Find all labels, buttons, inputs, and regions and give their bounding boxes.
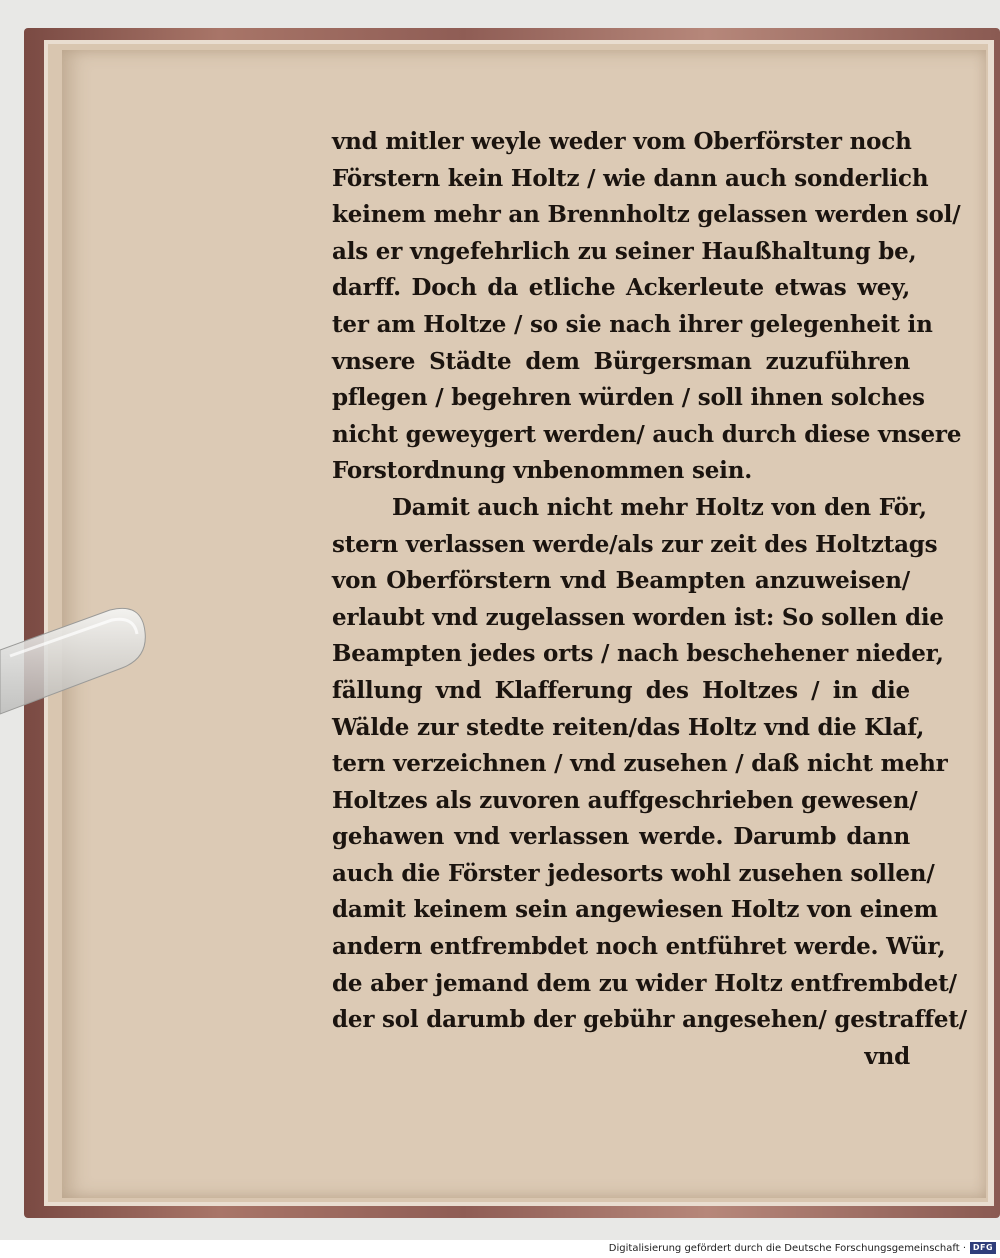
text-line: der sol darumb der gebühr angesehen/ gestraffet/ — [332, 1006, 967, 1034]
text-line: stern verlassen werde/als zur zeit des Holtztags — [332, 530, 938, 558]
text-line: gehawen vnd verlassen werde. Darumb dann — [332, 823, 910, 851]
text-line: nicht geweygert werden/ auch durch diese vnsere — [332, 420, 962, 448]
text-line: Holtzes als zuvoren auffgeschrieben gewesen/ — [332, 786, 918, 814]
text-line: keinem mehr an Brennholtz gelassen werden sol/ — [332, 201, 961, 229]
book-page — [62, 50, 986, 1198]
text-line: ter am Holtze / so sie nach ihrer gelegenheit in — [332, 310, 933, 338]
text-line: vnd mitler weyle weder vom Oberförster noch — [332, 128, 912, 155]
text-line: als er vngefehrlich zu seiner Haußhaltung be, — [332, 237, 917, 265]
text-line: Förstern kein Holtz / wie dann auch sonderlich — [332, 164, 929, 192]
text-line: tern verzeichnen / vnd zusehen / daß nicht mehr — [332, 750, 948, 778]
text-line: damit keinem sein angewiesen Holtz von einem — [332, 896, 938, 924]
text-line: Beampten jedes orts / nach beschehener nieder, — [332, 640, 944, 668]
text-line: vnsere Städte dem Bürgersman zuzuführen — [332, 347, 910, 375]
digitization-credit: Digitalisierung gefördert durch die Deutsche Forschungsgemeinschaft · — [608, 1243, 966, 1254]
dfg-logo: DFG — [970, 1242, 996, 1254]
text-line: fällung vnd Klafferung des Holtzes / in die — [332, 676, 910, 704]
page-text-block — [332, 124, 967, 1075]
text-line: von Oberförstern vnd Beampten anzuweisen/ — [332, 567, 910, 595]
text-line: erlaubt vnd zugelassen worden ist: So sollen die — [332, 603, 944, 631]
text-line: Damit auch nicht mehr Holtz von den För, — [392, 493, 927, 521]
page-holder-strip — [0, 606, 148, 716]
text-line: de aber jemand dem zu wider Holtz entfrembdet/ — [332, 969, 957, 997]
catchword: vnd — [864, 1042, 910, 1070]
text-line: Forstordnung vnbenommen sein. — [332, 457, 753, 485]
text-line: darff. Doch da etliche Ackerleute etwas wey, — [332, 274, 910, 302]
text-line: pflegen / begehren würden / soll ihnen solches — [332, 384, 925, 412]
text-line: andern entfrembdet noch entführet werde. Wür, — [332, 933, 946, 961]
text-line: Wälde zur stedte reiten/das Holtz vnd die Klaf, — [332, 713, 925, 741]
text-line: auch die Förster jedesorts wohl zusehen sollen/ — [332, 859, 935, 887]
